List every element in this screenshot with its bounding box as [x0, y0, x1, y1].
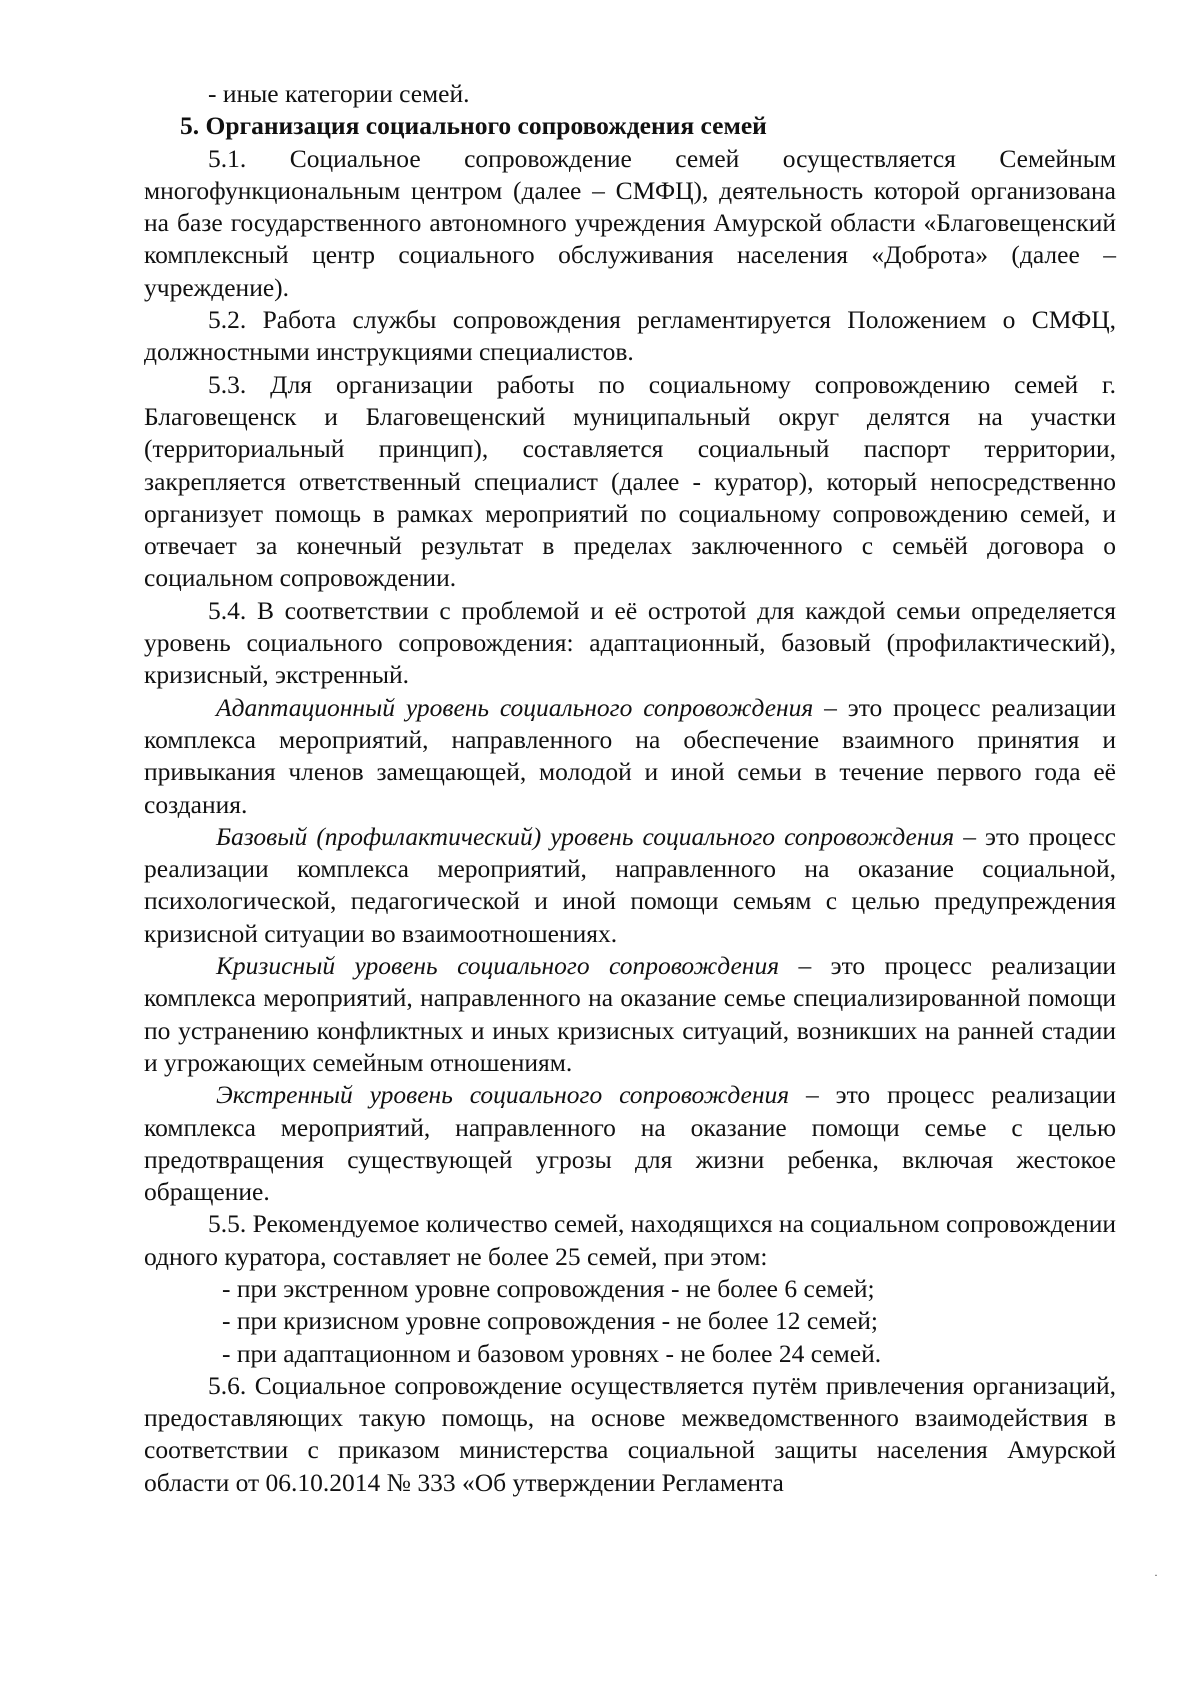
level-adaptation [144, 692, 1116, 821]
level-definition: – это процесс реализации комплекса мероприятий, направленного на оказание социальной, психологической, педагогической и иной помощи семьям с целью предупреждения кризисной ситуации во взаимоотношениях. [144, 821, 1117, 948]
list-item-emergency-limit: - при экстренном уровне сопровождения - не более 6 семей; [222, 1273, 875, 1303]
paragraph-5-1: 5.1. Социальное сопровождение семей осуществляется Семейным многофункциональным центром (далее – СМФЦ), деятельность которой организована на базе государственного автономного учреждения Амурской области «Благовещенский комплексный центр социального обслуживания населения «Доброта» (далее – учреждение). [144, 143, 1116, 302]
level-crisis [144, 950, 1116, 1079]
level-term: Кризисный уровень социального сопровождения [216, 951, 780, 981]
paragraph-5-3: 5.3. Для организации работы по социальному сопровождению семей г. Благовещенск и Благовещенский муниципальный округ делятся на участки (территориальный принцип), составляется социальный паспорт территории, закрепляется ответственный специалист (далее - куратор), который непосредственно организует помощь в рамках мероприятий по социальному сопровождению семей, и отвечает за конечный результат в пределах заключенного с семьёй договора о социальном сопровождении. [144, 369, 1116, 593]
level-emergency [144, 1079, 1116, 1208]
paragraph-5-6: 5.6. Социальное сопровождение осуществляется путём привлечения организаций, предоставляющих такую помощь, на основе межведомственного взаимодействия в соответствии с приказом министерства социальной защиты населения Амурской области от 06.10.2014 № 333 «Об утверждении Регламента [144, 1370, 1116, 1497]
paragraph-5-4: 5.4. В соответствии с проблемой и её остротой для каждой семьи определяется уровень социального сопровождения: адаптационный, базовый (профилактический), кризисный, экстренный. [144, 595, 1116, 690]
list-item-other-families: - иные категории семей. [208, 79, 470, 108]
scan-speck: · [1154, 1568, 1158, 1582]
level-term: Базовый (профилактический) уровень социального сопровождения [216, 821, 955, 851]
list-item-adaptation-basic-limit: - при адаптационном и базовом уровнях - не более 24 семей. [222, 1338, 882, 1368]
level-term: Адаптационный уровень социального сопровождения [216, 692, 814, 722]
level-basic [144, 821, 1116, 950]
paragraph-5-5: 5.5. Рекомендуемое количество семей, находящихся на социальном сопровождении одного куратора, составляет не более 25 семей, при этом: [144, 1209, 1117, 1271]
section-heading: 5. Организация социального сопровождения семей [180, 111, 767, 141]
paragraph-5-2: 5.2. Работа службы сопровождения регламентируется Положением о СМФЦ, должностными инструкциями специалистов. [144, 305, 1116, 367]
level-definition: – это процесс реализации комплекса мероприятий, направленного на оказание семье специализированной помощи по устранению конфликтных и иных кризисных ситуаций, возникших на ранней стадии и угрожающих семейным отношениям. [144, 951, 1116, 1077]
level-definition: – это процесс реализации комплекса мероприятий, направленного на обеспечение взаимного принятия и привыкания членов замещающей, молодой и иной семьи в течение первого года её создания. [144, 692, 1116, 819]
level-definition: – это процесс реализации комплекса мероприятий, направленного на оказание помощи семье с целью предотвращения существующей угрозы для жизни ребенка, включая жестокое обращение. [144, 1080, 1116, 1207]
list-item-crisis-limit: - при кризисном уровне сопровождения - не более 12 семей; [222, 1306, 879, 1336]
level-term: Экстренный уровень социального сопровождения [216, 1080, 790, 1110]
